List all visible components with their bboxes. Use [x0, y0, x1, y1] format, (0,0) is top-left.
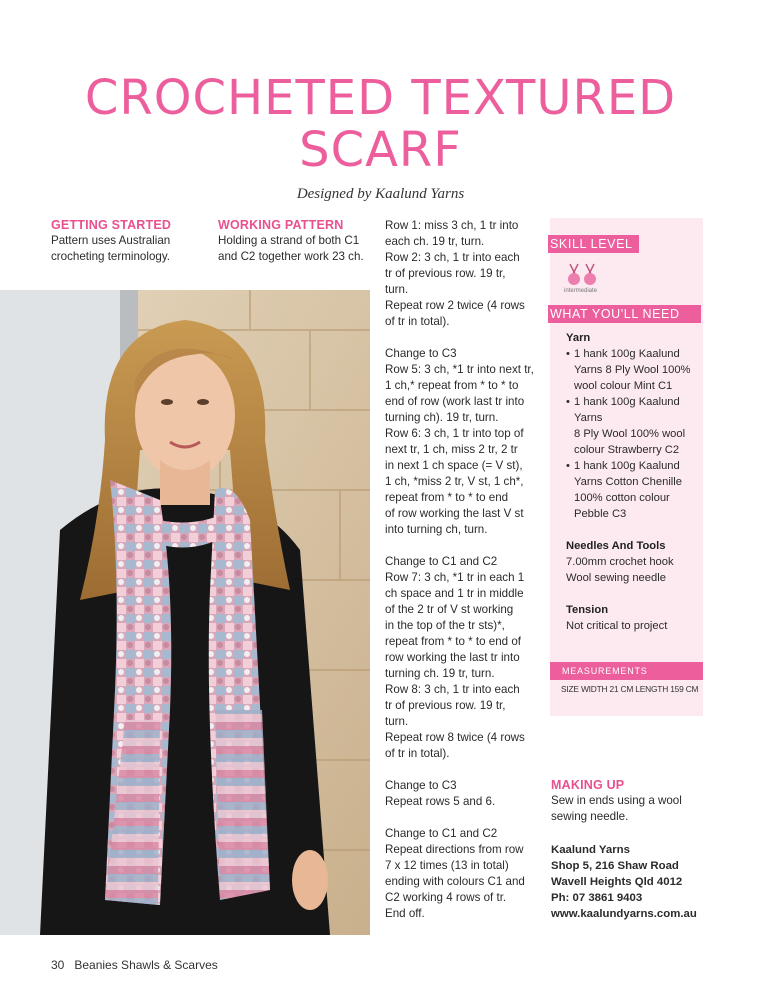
- yarn-item: [566, 394, 701, 458]
- pattern-spacer: [385, 330, 550, 346]
- pattern-line: Row 1: miss 3 ch, 1 tr into: [385, 219, 519, 232]
- pattern-line: Repeat row 8 twice (4 rows: [385, 731, 525, 744]
- needles-line: Wool sewing needle: [566, 572, 666, 584]
- model-wearing-scarf-image: [0, 290, 370, 935]
- pattern-line: turn.: [385, 715, 409, 728]
- pattern-line: turning ch). 19 tr, turn.: [385, 411, 499, 424]
- pattern-line: ending with colours C1 and: [385, 875, 525, 888]
- pattern-line: repeat from * to * to end: [385, 491, 509, 504]
- yarn-item-line: 8 Ply Wool 100% wool: [574, 428, 686, 440]
- working-pattern-line: Holding a strand of both C1: [218, 234, 360, 247]
- materials-list: [566, 330, 701, 634]
- making-up-heading: MAKING UP: [551, 778, 625, 792]
- page-title: [0, 72, 761, 176]
- pattern-line: into turning ch, turn.: [385, 523, 488, 536]
- pattern-spacer: [385, 538, 550, 554]
- pattern-spacer: [385, 810, 550, 826]
- skill-level-heading: SKILL LEVEL: [548, 235, 639, 253]
- needles-line: 7.00mm crochet hook: [566, 556, 674, 568]
- contact-website: www.kaalundyarns.com.au: [551, 908, 697, 920]
- yarn-item: [566, 346, 701, 394]
- model-photo: [0, 290, 370, 935]
- page-footer: [51, 958, 228, 972]
- working-pattern-line: and C2 together work 23 ch.: [218, 250, 364, 263]
- pattern-line: turning ch. 19 tr, turn.: [385, 667, 495, 680]
- pattern-line: in the top of the tr sts)*,: [385, 619, 505, 632]
- pattern-line: Repeat row 2 twice (4 rows: [385, 299, 525, 312]
- pattern-line: tr of previous row. 19 tr,: [385, 699, 506, 712]
- working-pattern-section: [218, 218, 378, 265]
- title-line-2: SCARF: [299, 122, 462, 178]
- pattern-line: next tr, 1 ch, miss 2 tr, 2 tr: [385, 443, 518, 456]
- skill-level-value: intermediate: [564, 288, 598, 294]
- yarn-heading: Yarn: [566, 332, 591, 344]
- pattern-line: of tr in total).: [385, 747, 450, 760]
- page-number: 30: [51, 958, 65, 972]
- pattern-line: 1 ch, *miss 2 tr, V st, 1 ch*,: [385, 475, 524, 488]
- getting-started-section: [51, 218, 211, 265]
- tension-heading: Tension: [566, 604, 609, 616]
- yarn-item-line: wool colour Mint C1: [574, 380, 673, 392]
- making-up-section: [551, 778, 721, 825]
- getting-started-heading: GETTING STARTED: [51, 218, 172, 232]
- pattern-line: repeat from * to * to end of: [385, 635, 521, 648]
- pattern-line: of the 2 tr of V st working: [385, 603, 514, 616]
- pattern-line: of row working the last V st: [385, 507, 524, 520]
- contact-block: [551, 842, 741, 922]
- yarn-item-line: • 1 hank 100g Kaalund: [574, 460, 680, 472]
- yarn-item-line: • 1 hank 100g Kaalund: [574, 348, 680, 360]
- pattern-line: ch space and 1 tr in middle: [385, 587, 524, 600]
- what-you-need-heading: WHAT YOU'LL NEED: [548, 305, 701, 323]
- publication-name: Beanies Shawls & Scarves: [74, 958, 218, 972]
- pattern-line: Repeat rows 5 and 6.: [385, 795, 496, 808]
- pattern-line: each ch. 19 tr, turn.: [385, 235, 485, 248]
- pattern-line: 1 ch,* repeat from * to * to: [385, 379, 519, 392]
- yarn-item-line: • 1 hank 100g Kaalund: [574, 396, 680, 408]
- pattern-line: C2 working 4 rows of tr.: [385, 891, 507, 904]
- yarn-item-line: colour Strawberry C2: [574, 444, 680, 456]
- pattern-line: End off.: [385, 907, 425, 920]
- pattern-line: 7 x 12 times (13 in total): [385, 859, 509, 872]
- pattern-line: Repeat directions from row: [385, 843, 524, 856]
- pattern-line: tr of previous row. 19 tr,: [385, 267, 506, 280]
- pattern-line: Row 8: 3 ch, 1 tr into each: [385, 683, 520, 696]
- contact-phone: Ph: 07 3861 9403: [551, 892, 643, 904]
- sidebar-panel: [550, 218, 703, 716]
- title-line-1: CROCHETED TEXTURED: [84, 70, 677, 126]
- pattern-line: Change to C3: [385, 779, 457, 792]
- contact-address-line-1: Shop 5, 216 Shaw Road: [551, 860, 679, 872]
- pattern-spacer: [385, 762, 550, 778]
- yarn-item-line: Pebble C3: [574, 508, 627, 520]
- pattern-line: in next 1 ch space (= V st),: [385, 459, 523, 472]
- yarn-item-line: 100% cotton colour: [574, 492, 670, 504]
- pattern-line: Row 5: 3 ch, *1 tr into next tr,: [385, 363, 534, 376]
- getting-started-line: Pattern uses Australian: [51, 234, 171, 247]
- pattern-line: Change to C3: [385, 347, 457, 360]
- yarn-item: [566, 458, 701, 522]
- tension-text: Not critical to project: [566, 620, 668, 632]
- pattern-line: Row 7: 3 ch, *1 tr in each 1: [385, 571, 525, 584]
- yarn-item-line: Yarns: [574, 412, 603, 424]
- pattern-line: Change to C1 and C2: [385, 555, 498, 568]
- measurements-text: SIZE WIDTH 21 CM LENGTH 159 CM: [561, 684, 699, 694]
- contact-name: Kaalund Yarns: [551, 844, 630, 856]
- working-pattern-heading: WORKING PATTERN: [218, 218, 344, 232]
- making-up-line: Sew in ends using a wool: [551, 794, 682, 807]
- contact-address-line-2: Wavell Heights Qld 4012: [551, 876, 683, 888]
- yarn-item-line: Yarns Cotton Chenille: [574, 476, 682, 488]
- yarn-item-line: Yarns 8 Ply Wool 100%: [574, 364, 691, 376]
- pattern-line: of tr in total).: [385, 315, 450, 328]
- pattern-instructions: [385, 218, 550, 922]
- pattern-line: row working the last tr into: [385, 651, 520, 664]
- making-up-line: sewing needle.: [551, 810, 629, 823]
- pattern-line: Row 6: 3 ch, 1 tr into top of: [385, 427, 524, 440]
- needles-heading: Needles And Tools: [566, 540, 666, 552]
- designer-credit: Designed by Kaalund Yarns: [296, 186, 465, 202]
- pattern-line: turn.: [385, 283, 409, 296]
- pattern-line: Change to C1 and C2: [385, 827, 498, 840]
- pattern-line: end of row (work last tr into: [385, 395, 525, 408]
- getting-started-line: crocheting terminology.: [51, 250, 170, 263]
- pattern-line: Row 2: 3 ch, 1 tr into each: [385, 251, 520, 264]
- measurements-heading: MEASUREMENTS: [550, 662, 703, 680]
- yarn-balls-icon: [564, 262, 600, 286]
